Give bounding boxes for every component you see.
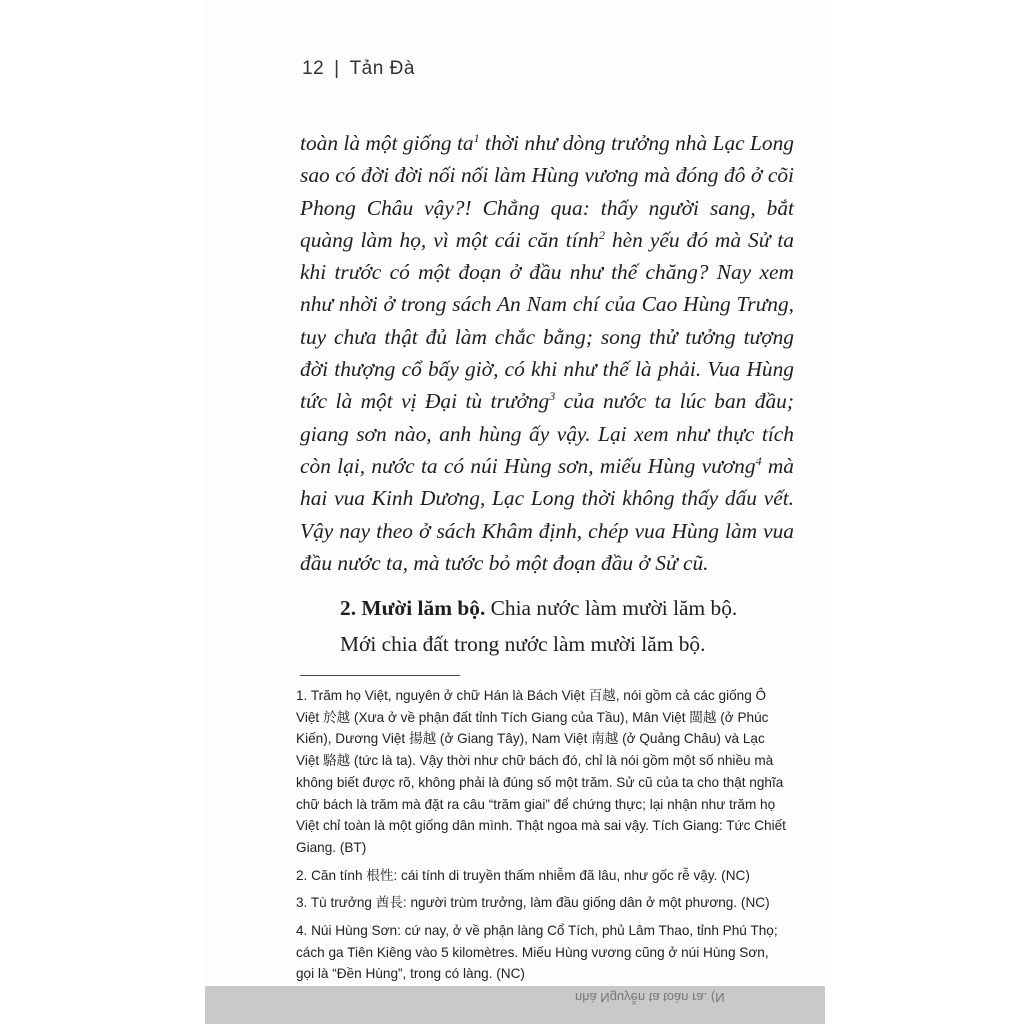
footnotes <box>296 685 786 991</box>
footnote-3: 3. Tù trưởng 酋長: người trùm trưởng, làm đầu giống dân ở một phương. (NC) <box>296 895 770 911</box>
text-run: mà hai vua Kinh Dương, Lạc Long thời không thấy dấu vết. Vậy nay theo ở sách Khâm định, chép vua Hùng làm vua đầu nước ta, mà tước bỏ một đoạn đầu ở Sử cũ. <box>300 453 794 575</box>
page-number: 12 <box>302 58 325 79</box>
text-run: của nước ta lúc ban đầu; giang sơn nào, anh hùng ấy vậy. Lại xem như thực tích còn lại, nước ta có núi Hùng sơn, miếu Hùng vương <box>300 389 794 478</box>
paragraph-text <box>300 127 794 579</box>
footnote-2: 2. Căn tính 根性: cái tính di truyền thấm nhiễm đã lâu, như gốc rễ vậy. (NC) <box>296 867 750 883</box>
book-title: Tản Đà <box>349 58 415 79</box>
footnote-4: 4. Núi Hùng Sơn: cứ nay, ở về phận làng Cổ Tích, phủ Lâm Thao, tỉnh Phú Thọ; cách ga Tiên Kiêng vào 5 kilomètres. Miếu Hùng vương cũng ở núi Hùng Sơn, gọi là “Đền Hùng”, trong có làng. (NC) <box>296 923 778 982</box>
footnote-ref-3: 3 <box>549 389 556 404</box>
section-subtext: Mới chia đất trong nước làm mười lăm bộ. <box>340 632 706 656</box>
section-heading-line <box>340 592 810 624</box>
text-run: toàn là một giống ta <box>300 131 474 155</box>
footnote-ref-4: 4 <box>755 453 762 468</box>
footnote-1: 1. Trăm họ Việt, nguyên ở chữ Hán là Bách Việt 百越, nói gồm cả các giống Ô Việt 於越 (Xưa ở về phận đất tỉnh Tích Giang của Tầu), Mân Việt 閩越 (ở Phúc Kiến), Dương Việt 揚越 (ở Giang Tây), Nam Việt 南越 (ở Quảng Châu) và Lạc Việt 駱越 (tức là ta). Vậy thời như chữ bách đó, chỉ là nói gồm một số nhiều mà không biết được rõ, không phải là đúng số một trăm. Sử cũ của ta cho thật nghĩa chữ bách là trăm mà đặt ra câu “trăm giai” để chứng thực; lại nhận như trăm họ Việt chỉ toàn là một giống dân mình. Thật ngoa mà sai vậy. Tích Giang: Tức Chiết Giang. (BT) <box>296 688 786 855</box>
header-separator: | <box>334 58 340 79</box>
text-run: thời như dòng trưởng nhà Lạc Long sao có đời đời nối nối làm Hùng vương mà đóng đô ở cõi Phong Châu vậy?! Chẳng qua: thấy người sang, bắt quàng làm họ, vì một cái căn tính <box>300 131 794 252</box>
section-heading: 2. Mười lăm bộ. <box>340 596 486 620</box>
main-paragraph <box>300 127 794 579</box>
next-page-edge <box>205 986 825 1024</box>
bleed-through-text: nhà Nguyễn ta toàn ra. (N <box>575 990 725 1005</box>
text-run: hèn yếu đó mà Sử ta khi trước có một đoạn ở đầu như thế chăng? Nay xem như nhời ở trong sách An Nam chí của Cao Hùng Trưng, tuy chưa thật đủ làm chắc bằng; song thử tưởng tượng đời thượng cổ bấy giờ, có khi như thế là phải. Vua Hùng tức là một vị Đại tù trưởng <box>300 227 794 414</box>
footnote-divider <box>300 675 460 676</box>
footnote-ref-1: 1 <box>473 130 480 145</box>
running-header <box>302 58 415 80</box>
section-text: Chia nước làm mười lăm bộ. <box>485 596 738 620</box>
footnote-ref-2: 2 <box>599 227 605 242</box>
